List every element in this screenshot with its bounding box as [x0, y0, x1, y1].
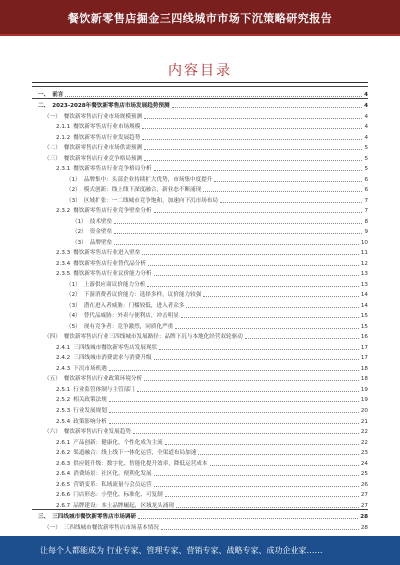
toc-entry-page: 4: [364, 134, 368, 141]
toc-entry-label: 品牌集中：头部企业持续扩大优势，市场集中度提升: [83, 176, 213, 183]
dot-leader: [220, 202, 362, 203]
toc-entry-page: 15: [360, 313, 368, 320]
toc-entry[interactable]: [32, 225, 368, 236]
toc-entry-page: 27: [360, 502, 368, 509]
toc-entry-label: 餐饮新零售店行业市场规模预测: [63, 113, 143, 120]
toc-entry-number: 2.5.2: [56, 397, 71, 404]
toc-entry[interactable]: [32, 488, 368, 499]
toc-entry-label: 营销变革：私域流量与会员运营: [73, 481, 152, 488]
toc-heading: 内容目录: [168, 63, 232, 79]
toc-entry-page: 13: [360, 281, 368, 288]
toc-entry-label: 2023-2028年餐饮新零售店市场发展趋势预测: [52, 103, 170, 110]
dot-leader: [203, 191, 362, 192]
toc-entry[interactable]: [32, 256, 368, 267]
toc-entry[interactable]: [32, 456, 368, 467]
table-of-contents: [32, 86, 368, 531]
toc-entry-page: 16: [360, 334, 368, 341]
toc-entry-number: 2.6.5: [56, 481, 71, 488]
dot-leader: [147, 286, 359, 287]
toc-entry-label: 消费场景：社区化、便利化发展: [73, 471, 152, 478]
toc-entry-page: 7: [364, 208, 368, 215]
toc-entry-number: 一、: [38, 91, 50, 98]
dot-leader: [154, 359, 359, 360]
toc-entry[interactable]: [32, 98, 368, 110]
toc-entry-number: 2.4.1: [56, 344, 71, 351]
toc-entry-page: 5: [364, 145, 368, 152]
toc-entry[interactable]: [32, 235, 368, 246]
toc-entry-label: 餐饮新零售店行业议价能力分析: [73, 271, 152, 278]
dot-leader: [114, 223, 362, 224]
toc-entry-label: 餐饮新零售店行业市场规模: [73, 124, 141, 131]
toc-entry-page: 15: [360, 323, 368, 330]
toc-entry-number: （1）: [66, 281, 81, 288]
toc-entry-number: 2.3.4: [56, 260, 71, 267]
toc-entry-page: 4: [364, 113, 368, 120]
dot-leader: [181, 317, 359, 318]
toc-entry-label: 行业发展规划: [73, 407, 107, 414]
dot-leader: [144, 149, 362, 150]
dot-leader: [114, 244, 359, 245]
dot-leader: [109, 370, 359, 371]
toc-entry[interactable]: [32, 425, 368, 436]
toc-entry[interactable]: [32, 109, 368, 120]
toc-entry[interactable]: [32, 393, 368, 404]
toc-entry[interactable]: [32, 277, 368, 288]
toc-entry-label: 餐饮新零售店行业发展趋势: [63, 429, 131, 436]
toc-entry-label: 餐饮新零售店行业政策环境分析: [63, 376, 143, 383]
toc-entry-page: 8: [364, 218, 368, 225]
toc-entry-number: 2.6.2: [56, 450, 71, 457]
toc-entry-number: 2.3.2: [56, 208, 71, 215]
toc-entry[interactable]: [32, 477, 368, 488]
toc-entry-page: 22: [360, 439, 368, 446]
dot-leader: [210, 465, 359, 466]
dot-leader: [109, 412, 359, 413]
toc-entry[interactable]: [32, 130, 368, 141]
toc-entry-page: 4: [364, 124, 368, 131]
toc-entry-label: 餐饮新零售店行业三四线城市发展路径：品牌下沉与本地化经营双轮驱动: [63, 334, 243, 341]
toc-entry[interactable]: [32, 246, 368, 257]
toc-entry-number: 2.6.3: [56, 460, 71, 467]
toc-entry[interactable]: [32, 414, 368, 425]
toc-entry-number: 2.3.3: [56, 250, 71, 257]
toc-entry-label: 技术壁垒: [89, 218, 113, 225]
toc-entry-label: 模式创新：线上线下深度融合，新业态不断涌现: [83, 187, 202, 194]
report-title: 餐饮新零售店掘金三四线城市市场下沉策略研究报告: [67, 12, 333, 25]
toc-entry-page: 17: [360, 355, 368, 362]
toc-entry-number: 二、: [38, 103, 50, 110]
dot-leader: [137, 391, 359, 392]
toc-entry[interactable]: [32, 288, 368, 299]
toc-entry-label: 餐饮新零售店行业竞争格局预测: [63, 155, 143, 162]
toc-entry-page: 7: [364, 197, 368, 204]
toc-entry-number: 2.3.5: [56, 271, 71, 278]
report-header: [0, 0, 400, 36]
toc-entry-label: 行业监管体制与主管部门: [73, 386, 135, 393]
toc-entry-label: 餐饮新零售店行业替代品分析: [73, 260, 146, 267]
dot-leader: [165, 444, 359, 445]
dot-leader: [186, 307, 358, 308]
dot-leader: [176, 507, 359, 508]
toc-entry-page: 26: [360, 481, 368, 488]
toc-entry[interactable]: [32, 141, 368, 152]
toc-entry[interactable]: [32, 467, 368, 478]
toc-entry-number: （3）: [66, 302, 81, 309]
toc-entry-number: 2.6.6: [56, 492, 71, 499]
dot-leader: [154, 212, 363, 213]
toc-entry-label: 现有竞争者：竞争激烈，同质化严重: [83, 323, 174, 330]
toc-entry-page: 28: [360, 524, 368, 531]
toc-entry-number: （4）: [66, 313, 81, 320]
toc-entry-label: 前言: [52, 91, 64, 98]
toc-entry-label: 区域扩张：一二线城市竞争饱和，加速向下沉市场布局: [83, 197, 219, 204]
dot-leader: [154, 475, 359, 476]
dot-leader: [142, 128, 362, 129]
toc-entry[interactable]: [32, 361, 368, 372]
toc-entry[interactable]: [32, 319, 368, 330]
toc-entry-page: 19: [360, 397, 368, 404]
toc-entry-number: （3）: [66, 197, 81, 204]
toc-entry[interactable]: [32, 151, 368, 162]
toc-entry[interactable]: [32, 172, 368, 183]
toc-entry-number: （2）: [66, 292, 81, 299]
dot-leader: [175, 328, 359, 329]
toc-entry-page: 9: [364, 229, 368, 236]
toc-entry-number: 2.5.1: [56, 386, 71, 393]
dot-leader: [148, 265, 359, 266]
dot-leader: [144, 118, 362, 119]
toc-entry-number: （1）: [66, 176, 81, 183]
dot-leader: [65, 96, 362, 97]
toc-entry-label: 门店形态：小型化、标准化、可复制: [73, 492, 163, 499]
toc-entry-number: 2.1.2: [56, 134, 71, 141]
toc-entry-number: （5）: [66, 323, 81, 330]
toc-entry[interactable]: [32, 183, 368, 194]
toc-top-rule: [32, 82, 368, 83]
toc-entry-page: 10: [360, 239, 368, 246]
toc-entry-label: 下沉市场机遇: [73, 365, 107, 372]
toc-entry[interactable]: [32, 509, 368, 521]
dot-leader: [203, 296, 359, 297]
dot-leader: [154, 170, 363, 171]
dot-leader: [165, 496, 359, 497]
toc-entry-page: 25: [360, 471, 368, 478]
dot-leader: [245, 338, 359, 339]
toc-entry-page: 17: [360, 344, 368, 351]
toc-entry-page: 23: [360, 450, 368, 457]
toc-entry-number: 2.6.7: [56, 502, 71, 509]
toc-entry-label: 渠道融合：线上线下一体化运营，全渠道布局加速: [73, 450, 197, 457]
toc-entry-number: 2.4.3: [56, 365, 71, 372]
toc-entry-page: 6: [364, 187, 368, 194]
toc-entry[interactable]: [32, 298, 368, 309]
dot-leader: [114, 233, 362, 234]
toc-entry-page: 19: [360, 386, 368, 393]
toc-entry-number: （三）: [44, 155, 61, 162]
toc-entry-number: （五）: [44, 376, 61, 383]
footer-slogan: 让每个人都能成为 行业专家、管理专家、营销专家、战略专家、成功企业家……: [40, 546, 323, 555]
toc-entry[interactable]: [32, 351, 368, 362]
dot-leader: [142, 254, 359, 255]
dot-leader: [161, 529, 359, 530]
toc-entry[interactable]: [32, 309, 368, 320]
dot-leader: [144, 380, 359, 381]
dot-leader: [144, 160, 362, 161]
toc-entry-label: 资金壁垒: [89, 229, 113, 236]
dot-leader: [172, 107, 363, 108]
toc-entry-label: 供应链升级：数字化、智能化提升效率，降低运营成本: [73, 460, 208, 467]
toc-entry[interactable]: [32, 498, 368, 509]
toc-entry-page: 22: [360, 429, 368, 436]
dot-leader: [214, 181, 362, 182]
toc-entry[interactable]: [32, 372, 368, 383]
toc-entry-label: 三四线城市餐饮新零售店市场基本情况: [63, 524, 159, 531]
dot-leader: [154, 486, 359, 487]
toc-entry-number: 2.6.1: [56, 439, 71, 446]
dot-leader: [133, 433, 359, 434]
toc-entry[interactable]: [32, 193, 368, 204]
toc-entry-label: 三四线城市餐饮新零售店市场调研: [52, 514, 137, 521]
toc-entry[interactable]: [32, 267, 368, 278]
toc-entry-number: （六）: [44, 429, 61, 436]
toc-entry-label: 三四线城市餐饮新零售店发展现状: [73, 344, 158, 351]
toc-entry-page: 5: [364, 166, 368, 173]
toc-entry[interactable]: [32, 340, 368, 351]
toc-entry-label: 产品创新：健康化、个性化成为主流: [73, 439, 163, 446]
toc-entry[interactable]: [32, 204, 368, 215]
dot-leader: [198, 454, 359, 455]
dot-leader: [109, 401, 359, 402]
toc-entry-page: 27: [360, 492, 368, 499]
toc-entry[interactable]: [32, 403, 368, 414]
toc-entry-page: 18: [360, 365, 368, 372]
dot-leader: [154, 275, 359, 276]
dot-leader: [159, 349, 359, 350]
toc-entry-label: 相关政策法规: [73, 397, 107, 404]
toc-entry-page: 11: [360, 250, 368, 257]
toc-entry-label: 餐饮新零售店行业进入壁垒: [73, 250, 141, 257]
toc-entry-page: 21: [360, 418, 368, 425]
toc-entry-label: 政策影响分析: [73, 418, 107, 425]
toc-entry-number: 2.6.4: [56, 471, 71, 478]
toc-entry[interactable]: [32, 520, 368, 531]
toc-entry[interactable]: [32, 446, 368, 457]
toc-entry-page: 28: [360, 514, 368, 521]
toc-entry-page: 12: [360, 260, 368, 267]
toc-entry[interactable]: [32, 214, 368, 225]
toc-entry-page: 24: [360, 460, 368, 467]
toc-entry-number: 2.4.2: [56, 355, 71, 362]
toc-entry-page: 4: [364, 91, 368, 98]
toc-entry[interactable]: [32, 120, 368, 131]
toc-entry-number: （四）: [44, 334, 61, 341]
toc-entry-label: 替代品威胁：外卖与便利店，冲击明显: [83, 313, 179, 320]
toc-entry-number: （1）: [72, 218, 87, 225]
toc-entry-label: 上游供应商议价能力分析: [83, 281, 146, 288]
toc-entry[interactable]: [32, 86, 368, 98]
toc-entry-number: （3）: [72, 239, 87, 246]
toc-entry[interactable]: [32, 330, 368, 341]
toc-entry-number: （一）: [44, 524, 61, 531]
toc-entry-page: 6: [364, 176, 368, 183]
toc-entry-number: （2）: [72, 229, 87, 236]
toc-entry-page: 4: [364, 103, 368, 110]
toc-entry-number: 三、: [38, 514, 50, 521]
toc-entry-number: （二）: [44, 145, 61, 152]
toc-entry-number: （一）: [44, 113, 61, 120]
footer-banner: [0, 536, 400, 565]
toc-entry-label: 餐饮新零售店行业竞争格局分析: [73, 166, 152, 173]
toc-entry[interactable]: [32, 435, 368, 446]
toc-entry-label: 品牌建设：本土品牌崛起，区域龙头涌现: [73, 502, 174, 509]
toc-entry-label: 潜在进入者威胁：门槛较低，进入者众多: [83, 302, 185, 309]
toc-entry-page: 5: [364, 155, 368, 162]
toc-entry-page: 18: [360, 376, 368, 383]
toc-entry-label: 餐饮新零售店行业竞争壁垒分析: [73, 208, 152, 215]
dot-leader: [138, 518, 358, 519]
toc-entry-label: 品牌壁垒: [89, 239, 113, 246]
toc-entry-number: （2）: [66, 187, 81, 194]
toc-entry-number: 2.1.1: [56, 124, 71, 131]
toc-entry[interactable]: [32, 162, 368, 173]
dot-leader: [142, 139, 362, 140]
toc-entry-label: 餐饮新零售店行业市场供需预测: [63, 145, 143, 152]
toc-entry-page: 13: [360, 271, 368, 278]
toc-entry-number: 2.5.3: [56, 407, 71, 414]
toc-entry-page: 14: [360, 292, 368, 299]
dot-leader: [109, 423, 359, 424]
toc-entry-number: 2.5.4: [56, 418, 71, 425]
toc-entry-page: 14: [360, 302, 368, 309]
toc-entry-label: 餐饮新零售店行业发展趋势: [73, 134, 141, 141]
toc-entry[interactable]: [32, 382, 368, 393]
toc-entry-number: 2.3.1: [56, 166, 71, 173]
toc-entry-label: 三四线城市消费需求与消费升级: [73, 355, 152, 362]
toc-entry-page: 20: [360, 407, 368, 414]
toc-entry-label: 下游消费者议价能力：选择多样，议价能力较强: [83, 292, 202, 299]
